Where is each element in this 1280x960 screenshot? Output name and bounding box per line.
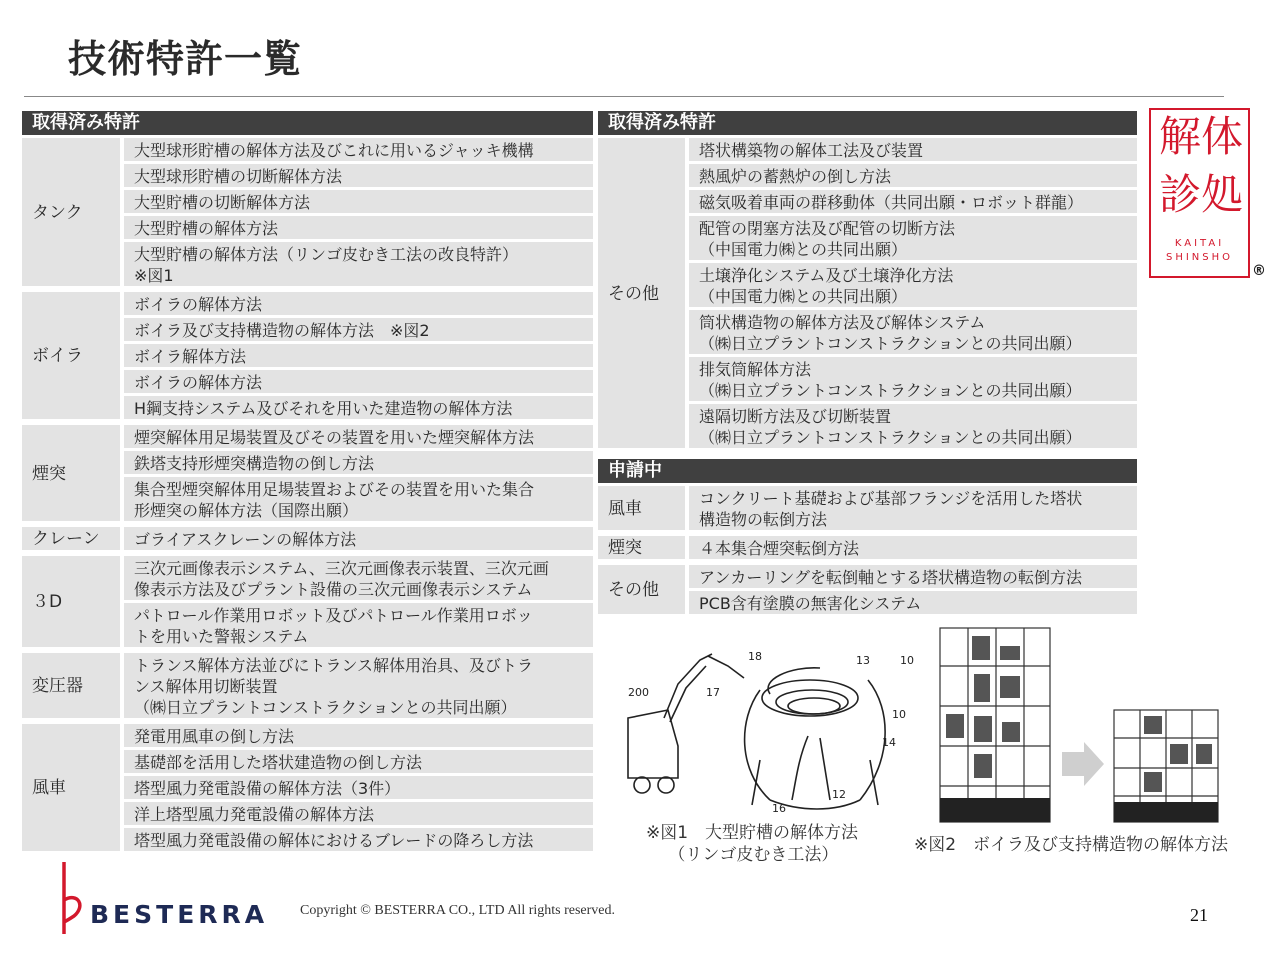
patent-item: パトロール作業用ロボット及びパトロール作業用ロボッ トを用いた警報システム [124,603,597,653]
patent-item: 筒状構造物の解体方法及び解体システム （㈱日立プラントコンストラクションとの共同出願） [689,310,1141,357]
copyright-text: Copyright © BESTERRA CO., LTD All rights reserved. [300,903,616,918]
fig1-label-13: 13 [856,654,870,667]
page-title: 技術特許一覧 [68,37,303,81]
figure2-caption: ※図2 ボイラ及び支持構造物の解体方法 [914,835,1229,855]
fig1-label-10b: 10 [892,708,906,721]
patent-item: アンカーリングを転倒軸とする塔状構造物の転倒方法 [689,565,1141,591]
logo-kanji-1: 解 [1159,112,1202,161]
besterra-logo-mark [54,860,88,940]
patent-item: ボイラ及び支持構造物の解体方法 ※図2 [124,318,597,344]
pending-section-header: 申請中 [598,459,1137,483]
page-number: 21 [1190,905,1208,925]
patent-item: 塔状構築物の解体工法及び装置 [689,138,1141,164]
registered-mark: ® [1252,263,1266,279]
left-patent-table [22,138,597,854]
logo-kanji-3: 診 [1159,170,1202,219]
category-cell: 煙突 [598,536,689,565]
patent-item: 排気筒解体方法 （㈱日立プラントコンストラクションとの共同出願） [689,357,1141,404]
patent-item: 大型貯槽の解体方法（リンゴ皮むき工法の改良特許） ※図1 [124,242,597,292]
fig1-label-200: 200 [628,686,649,699]
table-row [22,527,597,556]
patent-item: 大型貯槽の解体方法 [124,216,597,242]
logo-en-line2: SHINSHO [1165,252,1234,263]
patent-item: 遠隔切断方法及び切断装置 （㈱日立プラントコンストラクションとの共同出願） [689,404,1141,451]
patent-item: トランス解体方法並びにトランス解体用治具、及びトラ ンス解体用切断装置 （㈱日立プラントコンストラクションとの共同出願） [124,653,597,724]
table-row [22,556,597,603]
logo-kanji-2: 体 [1201,112,1244,161]
category-cell: 煙突 [22,425,124,527]
right-section-header: 取得済み特許 [598,111,1137,135]
patent-item: 塔型風力発電設備の解体におけるブレードの降ろし方法 [124,828,597,854]
right-patent-table [598,138,1141,451]
category-cell: クレーン [22,527,124,556]
fig1-label-10a: 10 [900,654,914,667]
logo-en-line1: KAITAI [1174,238,1225,249]
category-cell: ボイラ [22,292,124,425]
table-row [598,536,1141,565]
figure1-tank-sketch [620,640,920,820]
patent-item: 塔型風力発電設備の解体方法（3件） [124,776,597,802]
table-row [22,425,597,451]
table-row [22,138,597,164]
category-cell: 変圧器 [22,653,124,724]
patent-item: ボイラ解体方法 [124,344,597,370]
category-cell: ３D [22,556,124,653]
category-cell: その他 [598,565,689,617]
patent-item: 煙突解体用足場装置及びその装置を用いた煙突解体方法 [124,425,597,451]
patent-item: 大型貯槽の切断解体方法 [124,190,597,216]
fig1-label-16: 16 [772,802,786,815]
category-cell: その他 [598,138,689,451]
patent-item: ボイラの解体方法 [124,370,597,396]
patent-item: 熱風炉の蓄熱炉の倒し方法 [689,164,1141,190]
patent-item: PCB含有塗膜の無害化システム [689,591,1141,617]
pending-patent-table [598,486,1141,617]
patent-item: 大型球形貯槽の切断解体方法 [124,164,597,190]
patent-item: 土壌浄化システム及び土壌浄化方法 （中国電力㈱との共同出願） [689,263,1141,310]
patent-item: 磁気吸着車両の群移動体（共同出願・ロボット群龍） [689,190,1141,216]
category-cell: 風車 [22,724,124,854]
figure2-boiler-sketch [938,626,1228,824]
patent-item: 大型球形貯槽の解体方法及びこれに用いるジャッキ機構 [124,138,597,164]
patent-item: 集合型煙突解体用足場装置およびその装置を用いた集合 形煙突の解体方法（国際出願） [124,477,597,527]
patent-item: ４本集合煙突転倒方法 [689,536,1141,565]
left-section-header: 取得済み特許 [22,111,593,135]
category-cell: タンク [22,138,124,292]
title-divider [24,96,1224,97]
table-row [22,292,597,318]
category-cell: 風車 [598,486,689,536]
patent-item: コンクリート基礎および基部フランジを活用した塔状 構造物の転倒方法 [689,486,1141,536]
patent-item: 三次元画像表示システム、三次元画像表示装置、三次元画 像表示方法及びプラント設備の三次元画像表示システム [124,556,597,603]
patent-item: 洋上塔型風力発電設備の解体方法 [124,802,597,828]
fig1-label-12: 12 [832,788,846,801]
patent-item: 配管の閉塞方法及び配管の切断方法 （中国電力㈱との共同出願） [689,216,1141,263]
fig1-label-17: 17 [706,686,720,699]
patent-item: 基礎部を活用した塔状建造物の倒し方法 [124,750,597,776]
table-row [598,486,1141,536]
table-row [598,138,1141,164]
fig1-label-14: 14 [882,736,896,749]
figure1-caption: ※図1 大型貯槽の解体方法 （リンゴ皮むき工法） [646,823,859,865]
patent-item: 発電用風車の倒し方法 [124,724,597,750]
kaitai-shinsho-logo [1149,108,1250,278]
table-row [22,653,597,724]
table-row [598,565,1141,591]
fig1-label-18: 18 [748,650,762,663]
table-row [22,724,597,750]
logo-kanji-4: 処 [1201,170,1244,219]
patent-item: ボイラの解体方法 [124,292,597,318]
patent-item: H鋼支持システム及びそれを用いた建造物の解体方法 [124,396,597,425]
patent-item: 鉄塔支持形煙突構造物の倒し方法 [124,451,597,477]
patent-item: ゴライアスクレーンの解体方法 [124,527,597,556]
brand-name: BESTERRA [90,900,269,929]
